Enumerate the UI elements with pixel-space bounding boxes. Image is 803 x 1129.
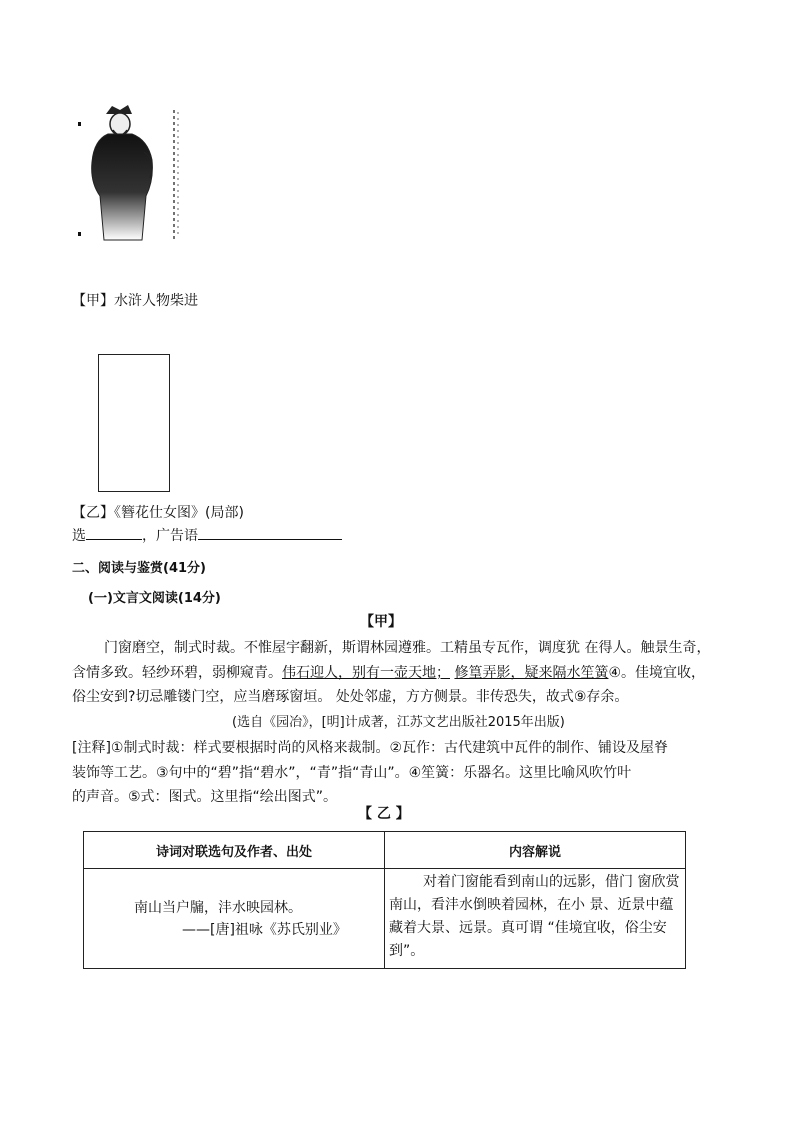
note-line-1: [注释]①制式时裁：样式要根据时尚的风格来裁制。②瓦作：古代建筑中瓦件的制作、铺设及屋脊 xyxy=(72,740,669,756)
explain-line-1: 对着门窗能看到南山的远影，借门 窗欣赏 xyxy=(423,874,680,890)
figure-figure-drawing xyxy=(72,100,192,250)
explain-cell xyxy=(385,869,686,969)
ad-label: ，广告语 xyxy=(142,528,198,544)
col-header-poem: 诗词对联选句及作者、出处 xyxy=(84,832,385,869)
section-heading: 二、阅读与鉴赏(41分) xyxy=(72,561,206,576)
line2-part-c: ④。佳境宜收， xyxy=(608,664,706,681)
select-label: 选 xyxy=(72,528,86,544)
passage-line-3: 俗尘安到?切忌雕镂门空，应当磨琢窗垣。 处处邻虚，方方侧景。非传恐失，故式⑨存余。 xyxy=(72,689,629,705)
poem-cell xyxy=(84,869,385,969)
explain-line-3: 藏着大景、远景。真可谓 “佳境宜收，俗尘安 xyxy=(389,920,667,936)
table-header-row xyxy=(84,832,686,869)
explain-line-4: 到”。 xyxy=(389,943,425,959)
figure1-caption: 【甲】水浒人物柴进 xyxy=(72,293,198,309)
chai-jin-illustration xyxy=(72,100,192,250)
select-blank[interactable] xyxy=(86,525,142,540)
poem-table xyxy=(83,831,686,969)
painting-frame xyxy=(98,354,170,492)
passage-jia-title: 【甲】 xyxy=(360,614,402,630)
ad-blank[interactable] xyxy=(198,525,342,540)
poem-source: ——[唐]祖咏《苏氏别业》 xyxy=(182,921,347,938)
col-header-explain: 内容解说 xyxy=(385,832,686,869)
passage-line-1: 门窗磨空，制式时裁。不惟屋宇翻新，斯谓林园遵雅。工精虽专瓦作，调度犹 在得人。触景生奇， xyxy=(104,640,711,656)
sub-heading: (一)文言文阅读(14分) xyxy=(88,591,221,606)
explain-line-2: 南山，看沣水倒映着园林，在小 景、近景中蕴 xyxy=(389,897,674,913)
poem-line: 南山当户牖，沣水映园林。 xyxy=(134,899,302,916)
passage-jia-body xyxy=(72,636,732,710)
passage-source: (选自《园冶》，[明]计成著，江苏文艺出版社2015年出版) xyxy=(232,715,565,730)
notes xyxy=(72,736,732,810)
underlined-sentence-2: 修篁弄影，疑来隔水笙簧 xyxy=(454,664,609,681)
table-row xyxy=(84,869,686,969)
note-line-2: 装饰等工艺。③句中的“碧”指“碧水”，“青”指“青山”。④笙簧：乐器名。这里比喻风吹竹叶 xyxy=(72,764,632,781)
line2-part-a: 含情多致。轻纱环碧，弱柳窥青。 xyxy=(72,664,282,681)
underlined-sentence-1: 伟石迎人，别有一壶天地； xyxy=(282,664,450,681)
passage-yi-title: 【 乙 】 xyxy=(358,806,410,822)
passage-line-2 xyxy=(72,661,732,686)
note-line-3: 的声音。⑤式：图式。这里指“绘出图式”。 xyxy=(72,789,338,805)
figure2-caption: 【乙】《簪花仕女图》(局部) xyxy=(72,505,244,521)
answer-line xyxy=(72,524,342,548)
